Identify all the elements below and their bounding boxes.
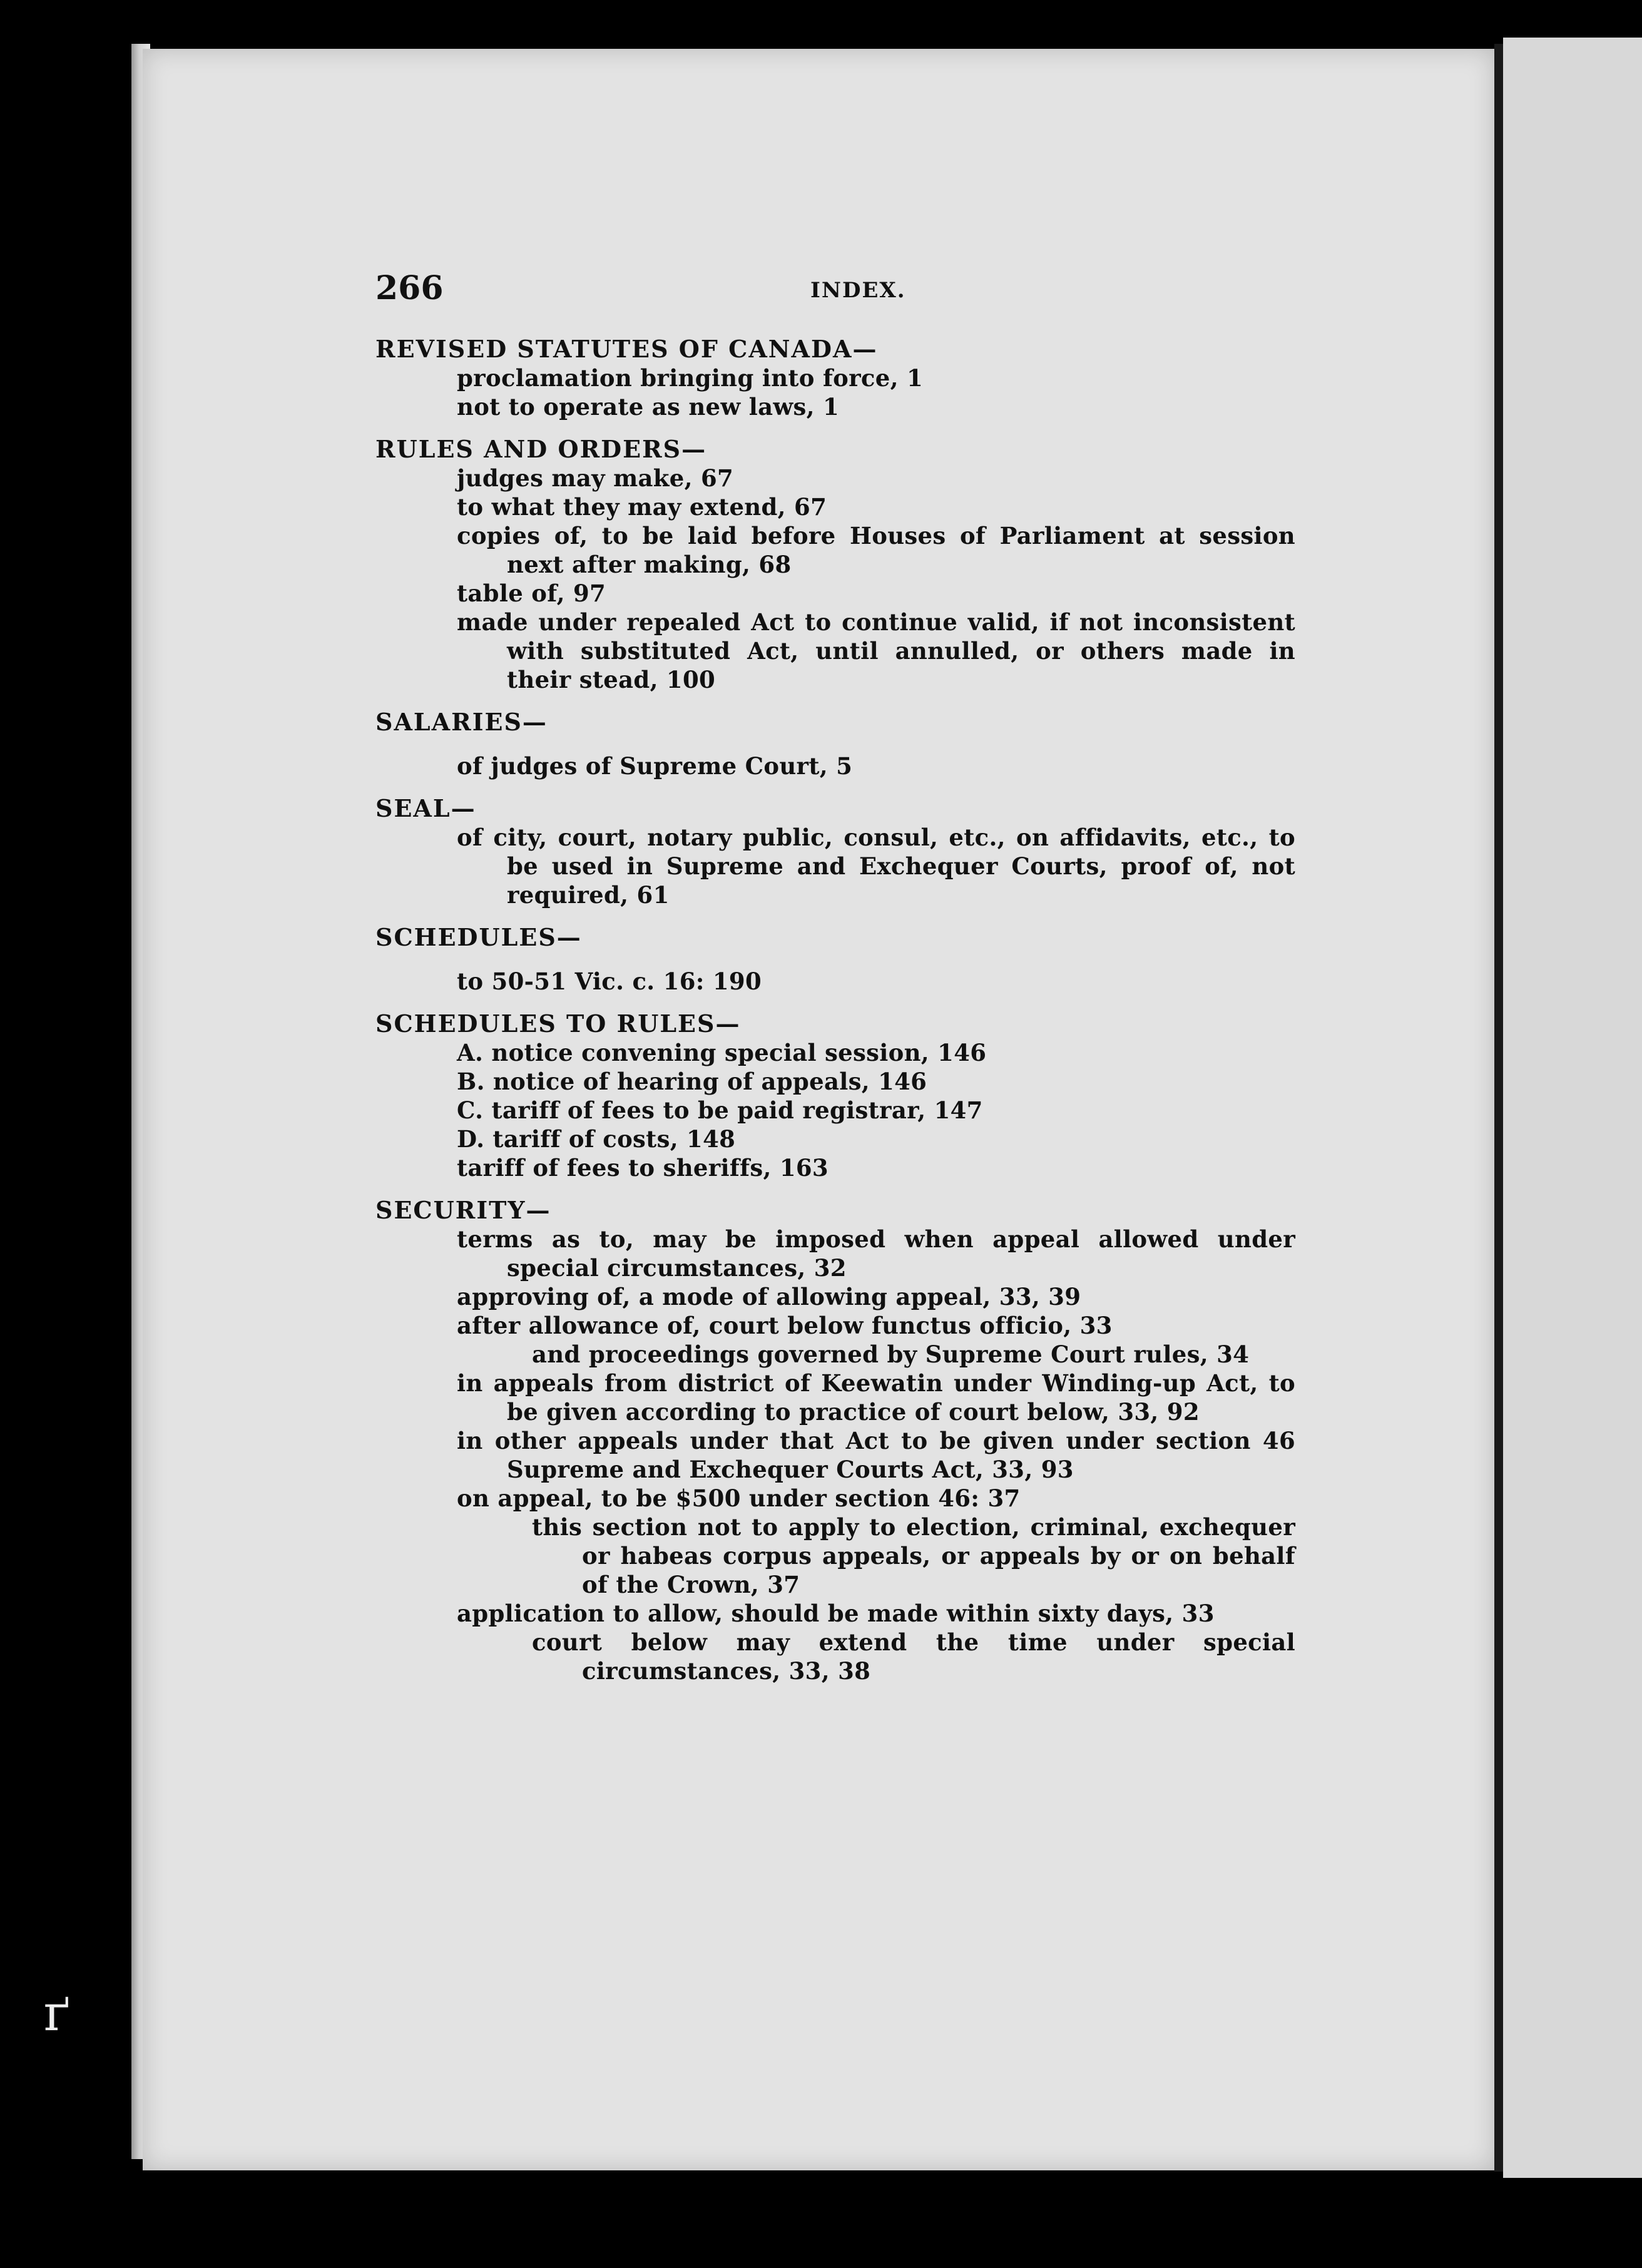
index-content	[375, 335, 1295, 1699]
index-entry: of judges of Supreme Court, 5	[457, 752, 853, 780]
page-gutter	[1494, 44, 1503, 2172]
index-entry: of city, court, notary public, consul, etc., on affidavits, etc., to be used in Supreme and Exchequer Courts, proof of, not required, 61	[457, 824, 1295, 909]
index-entry: B. notice of hearing of appeals, 146	[457, 1068, 927, 1095]
index-entry: not to operate as new laws, 1	[457, 393, 840, 421]
index-heading: RULES AND ORDERS—	[375, 435, 707, 463]
index-entry: court below may extend the time under special circumstances, 33, 38	[532, 1628, 1295, 1685]
index-entry: table of, 97	[457, 580, 606, 607]
index-heading: SECURITY—	[375, 1196, 551, 1224]
index-heading: SALARIES—	[375, 708, 548, 736]
index-entry: and proceedings governed by Supreme Court rules, 34	[532, 1341, 1250, 1368]
index-section	[375, 794, 1295, 909]
index-heading: SCHEDULES—	[375, 923, 582, 951]
index-heading: REVISED STATUTES OF CANADA—	[375, 335, 878, 363]
index-section	[375, 435, 1295, 694]
index-section	[375, 923, 1295, 996]
index-entry: after allowance of, court below functus officio, 33	[457, 1312, 1113, 1339]
page-header	[375, 269, 1289, 319]
index-heading: SEAL—	[375, 794, 476, 822]
index-entry: on appeal, to be $500 under section 46: 37	[457, 1484, 1021, 1512]
index-entry: application to allow, should be made within sixty days, 33	[457, 1600, 1215, 1627]
index-section	[375, 335, 1295, 421]
index-entry: C. tariff of fees to be paid registrar, 147	[457, 1096, 983, 1124]
index-entry: approving of, a mode of allowing appeal, 33, 39	[457, 1283, 1081, 1310]
index-entry: to what they may extend, 67	[457, 493, 827, 521]
index-heading: SCHEDULES TO RULES—	[375, 1009, 741, 1038]
index-entry: this section not to apply to election, criminal, exchequer or habeas corpus appeals, or appeals by or on behalf of the Crown, 37	[532, 1513, 1295, 1598]
index-entry: to 50-51 Vic. c. 16: 190	[457, 968, 762, 995]
index-entry: terms as to, may be imposed when appeal allowed under special circumstances, 32	[457, 1225, 1295, 1282]
index-entry: proclamation bringing into force, 1	[457, 364, 924, 392]
index-entry: made under repealed Act to continue valid, if not inconsistent with substituted Act, until annulled, or others made in their stead, 100	[457, 608, 1295, 693]
margin-mark: ґ	[44, 1984, 71, 2042]
index-entry: tariff of fees to sheriffs, 163	[457, 1154, 829, 1182]
index-entry: copies of, to be laid before Houses of Parliament at session next after making, 68	[457, 522, 1295, 578]
index-entry: judges may make, 67	[457, 464, 734, 492]
index-section	[375, 708, 1295, 780]
index-section	[375, 1196, 1295, 1685]
page-number: 266	[375, 269, 444, 307]
index-section	[375, 1009, 1295, 1182]
index-entry: in appeals from district of Keewatin under Winding-up Act, to be given according to practice of court below, 33, 92	[457, 1369, 1295, 1426]
index-entry: A. notice convening special session, 146	[457, 1039, 987, 1066]
index-entry: in other appeals under that Act to be given under section 46 Supreme and Exchequer Courts Act, 33, 93	[457, 1427, 1295, 1483]
running-head: INDEX.	[810, 278, 906, 303]
facing-page	[1503, 38, 1642, 2178]
index-entry: D. tariff of costs, 148	[457, 1125, 736, 1153]
